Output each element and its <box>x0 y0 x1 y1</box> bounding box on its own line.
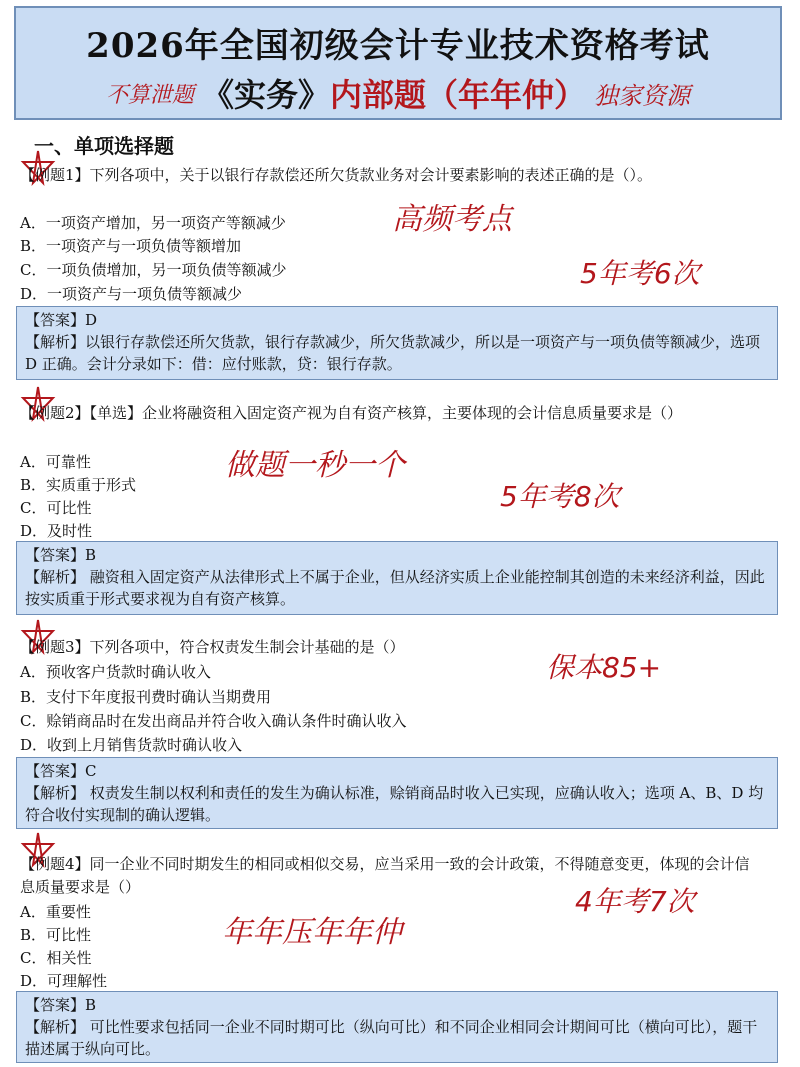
question-1-option-d: D．一项资产与一项负债等额减少 <box>20 285 243 303</box>
handwritten-note-6: 4年考7次 <box>575 885 695 918</box>
question-1-option-a: A．一项资产增加，另一项资产等额减少 <box>20 214 286 232</box>
question-3-text: 【例题3】下列各项中，符合权责发生制会计基础的是（） <box>20 638 405 656</box>
handwritten-note-right: 独家资源 <box>594 81 691 110</box>
question-2-option-b: B．实质重于形式 <box>20 476 137 494</box>
question-1-analysis: 【解析】以银行存款偿还所欠货款，银行存款减少，所欠货款减少，所以是一项资产与一项负债等额减少，选项 D 正确。会计分录如下：借：应付账款，贷：银行存款。 <box>25 333 761 373</box>
question-4-answer-box <box>16 991 778 1063</box>
question-4-option-b: B．可比性 <box>20 926 92 944</box>
question-2-option-a: A．可靠性 <box>20 453 91 471</box>
handwritten-note-4: 5年考8次 <box>500 480 620 513</box>
page-title: 2026年全国初级会计专业技术资格考试 <box>86 26 710 66</box>
question-2-answer-box <box>16 541 778 615</box>
question-1-text: 【例题1】下列各项中，关于以银行存款偿还所欠货款业务对会计要素影响的表述正确的是（）。 <box>20 166 653 184</box>
section-title: 一、单项选择题 <box>34 134 174 158</box>
handwritten-note-3: 做题一秒一个 <box>225 448 405 483</box>
question-3-option-c: C．赊销商品时在发出商品并符合收入确认条件时确认收入 <box>20 712 407 730</box>
question-1-answer-box <box>16 306 778 380</box>
question-3-answer-box <box>16 757 778 829</box>
question-4-analysis: 【解析】 可比性要求包括同一企业不同时期可比（纵向可比）和不同企业相同会计期间可比（横向可比），题干描述属于纵向可比。 <box>25 1018 758 1058</box>
question-4-text: 【例题4】同一企业不同时期发生的相同或相似交易，应当采用一致的会计政策，不得随意变更，体现的会计信息质量要求是（） <box>20 855 750 896</box>
handwritten-note-left: 不算泄题 <box>105 82 194 108</box>
question-3-analysis: 【解析】 权责发生制以权利和责任的发生为确认标准，赊销商品时收入已实现，应确认收入；选项 A、B、D 均符合收付实现制的确认逻辑。 <box>25 784 764 824</box>
question-3-option-a: A．预收客户货款时确认收入 <box>20 663 211 681</box>
handwritten-note-5: 保本85+ <box>546 651 662 684</box>
handwritten-note-7: 年年压年年仲 <box>222 915 402 950</box>
question-1-option-c: C．一项负债增加，另一项负债等额减少 <box>20 261 287 279</box>
question-4-answer: 【答案】B <box>25 996 97 1014</box>
question-2-option-d: D．及时性 <box>20 522 93 540</box>
subtitle-row <box>16 70 780 116</box>
question-3-option-d: D．收到上月销售货款时确认收入 <box>20 736 243 754</box>
question-1-option-b: B．一项资产与一项负债等额增加 <box>20 237 242 255</box>
question-3-option-b: B．支付下年度报刊费时确认当期费用 <box>20 688 272 706</box>
question-4-option-d: D．可理解性 <box>20 972 108 990</box>
question-4-option-c: C．相关性 <box>20 949 92 967</box>
handwritten-note-2: 5年考6次 <box>580 257 700 290</box>
question-4-option-a: A．重要性 <box>20 903 91 921</box>
question-2-option-c: C．可比性 <box>20 499 92 517</box>
question-2-answer: 【答案】B <box>25 546 97 564</box>
subtitle-red: 内部题（年年仲） <box>330 76 587 114</box>
question-1-answer: 【答案】D <box>25 311 98 329</box>
handwritten-note-1: 高频考点 <box>392 202 512 237</box>
question-3-answer: 【答案】C <box>25 762 97 780</box>
subject-name: 《实务》 <box>201 76 330 114</box>
header-banner <box>14 6 782 120</box>
question-2-text: 【例题2】【单选】企业将融资租入固定资产视为自有资产核算，主要体现的会计信息质量要求是（） <box>20 404 683 422</box>
question-2-analysis: 【解析】 融资租入固定资产从法律形式上不属于企业，但从经济实质上企业能控制其创造的未来经济利益，因此按实质重于形式要求视为自有资产核算。 <box>25 568 765 608</box>
